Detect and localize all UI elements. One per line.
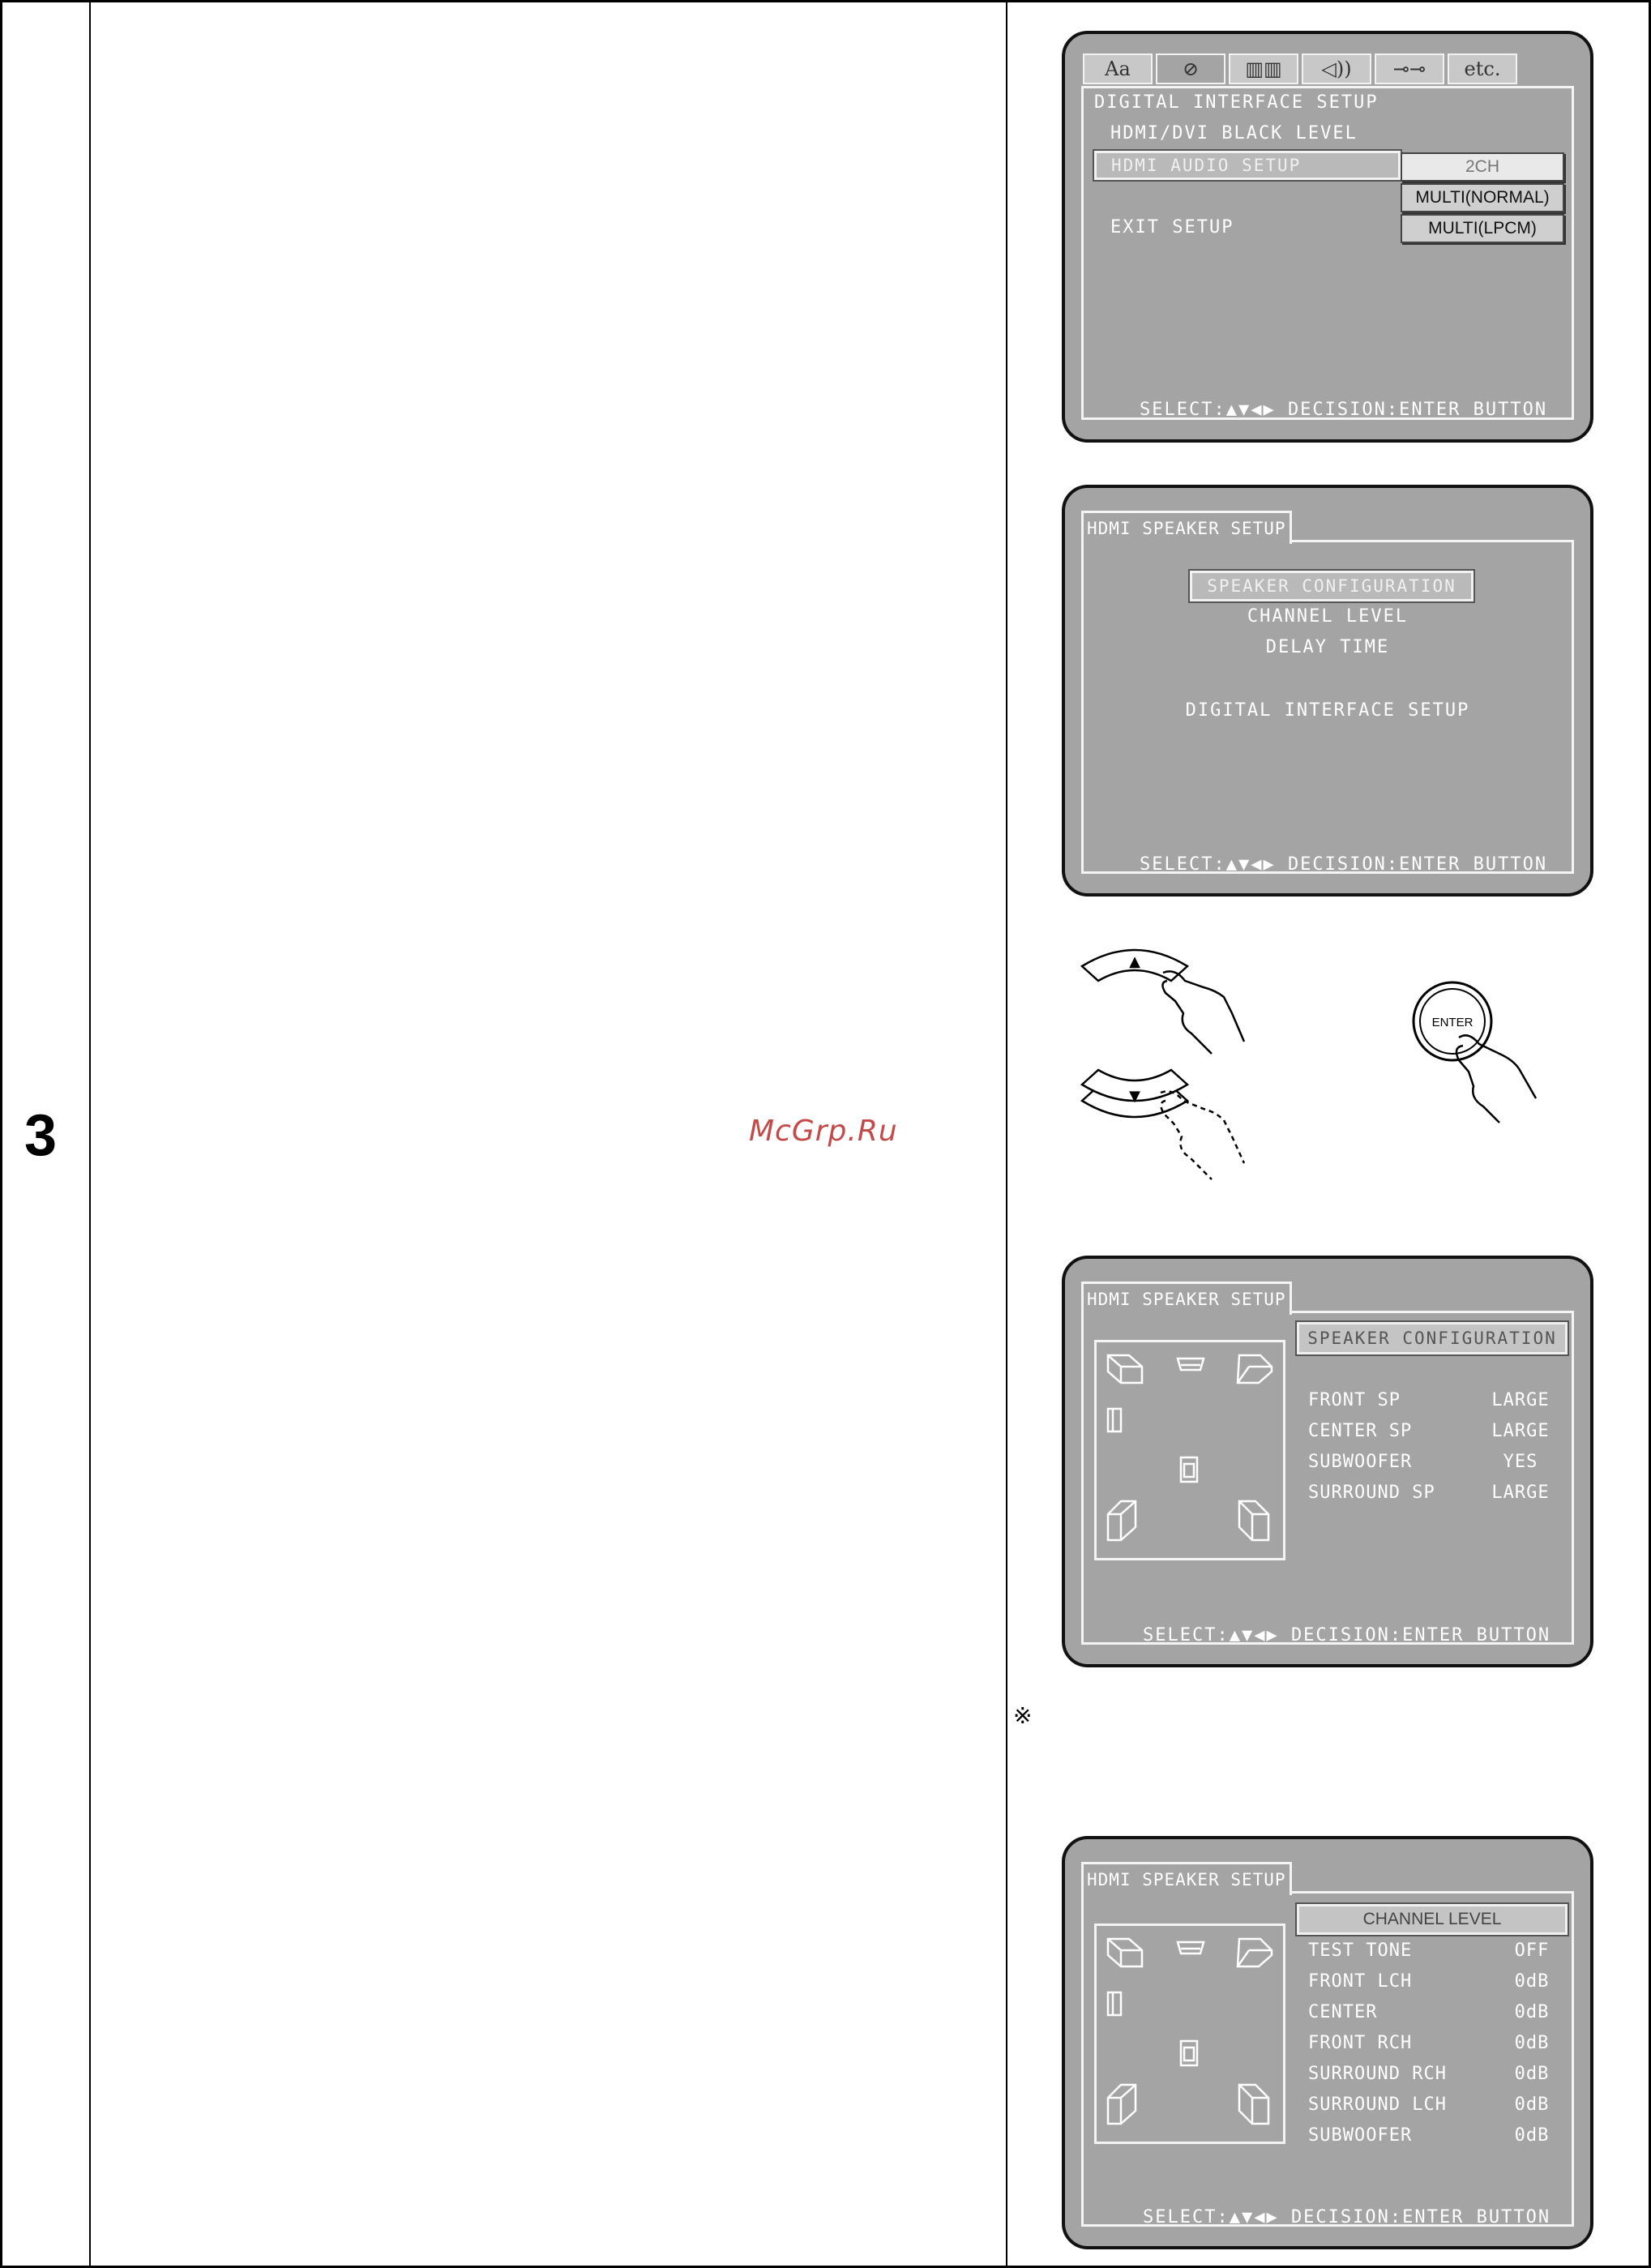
row-label-subwoofer: SUBWOOFER xyxy=(1308,1452,1413,1472)
surround-right-speaker-icon xyxy=(1239,2085,1268,2124)
listener-icon xyxy=(1181,1457,1197,1482)
row-value-surround-rch[interactable]: 0dB xyxy=(1514,2064,1550,2084)
surround-side-speaker-icon xyxy=(1108,1992,1121,2015)
menu-item-speaker-configuration[interactable]: SPEAKER CONFIGURATION xyxy=(1190,571,1473,601)
surround-side-speaker-icon xyxy=(1108,1409,1121,1431)
menu-item-digital-interface-setup[interactable]: DIGITAL INTERFACE SETUP xyxy=(1185,700,1470,721)
row-value-center[interactable]: 0dB xyxy=(1514,2002,1550,2022)
row-label-surround-sp: SURROUND SP xyxy=(1308,1483,1435,1503)
row-value-subwoofer[interactable]: YES xyxy=(1503,1452,1538,1472)
screen-title: HDMI SPEAKER SETUP xyxy=(1081,1862,1292,1895)
cursor-up-button[interactable] xyxy=(1082,950,1187,981)
row-value-surround-sp[interactable]: LARGE xyxy=(1491,1483,1550,1503)
option-2ch[interactable]: 2CH xyxy=(1401,152,1564,182)
tab-etc[interactable]: etc. xyxy=(1448,53,1517,84)
menu-item-hdmi-audio-setup[interactable]: HDMI AUDIO SETUP xyxy=(1094,151,1401,180)
remote-illustration xyxy=(1070,932,1589,1208)
front-left-speaker-icon xyxy=(1108,1939,1142,1966)
step-number: 3 xyxy=(24,1103,58,1168)
row-value-test-tone[interactable]: OFF xyxy=(1514,1941,1550,1961)
tab-video-icon[interactable]: ▥▥ xyxy=(1229,53,1298,84)
row-label-surround-lch: SURROUND LCH xyxy=(1308,2095,1447,2115)
row-value-center-sp[interactable]: LARGE xyxy=(1491,1421,1550,1441)
menu-tabs xyxy=(1083,53,1521,84)
speaker-layout-icon xyxy=(1097,1342,1283,1558)
listener-icon xyxy=(1181,2041,1197,2065)
footer-instructions: SELECT:▲▼◀▶ DECISION:ENTER BUTTON xyxy=(1140,400,1548,420)
osd-channel-level xyxy=(1062,1836,1593,2249)
watermark: McGrp.Ru xyxy=(749,1115,898,1148)
row-label-test-tone: TEST TONE xyxy=(1308,1941,1413,1961)
hand-icon xyxy=(1162,971,1244,1054)
screen-title: HDMI SPEAKER SETUP xyxy=(1081,1282,1292,1315)
screen-title: HDMI SPEAKER SETUP xyxy=(1081,511,1292,544)
row-label-front-sp: FRONT SP xyxy=(1308,1390,1401,1410)
column-divider-left xyxy=(89,0,91,2268)
menu-title: DIGITAL INTERFACE SETUP xyxy=(1094,92,1379,113)
front-right-speaker-icon xyxy=(1238,1939,1272,1966)
enter-label: ENTER xyxy=(1431,1016,1473,1029)
row-label-front-rch: FRONT RCH xyxy=(1308,2033,1413,2053)
row-value-front-lch[interactable]: 0dB xyxy=(1514,1971,1550,1992)
tab-disc-icon[interactable]: ⊘ xyxy=(1156,53,1225,84)
osd-hdmi-speaker-setup xyxy=(1062,485,1593,897)
enter-button[interactable] xyxy=(1414,982,1491,1060)
tab-key-icon[interactable]: ⊸⊸ xyxy=(1375,53,1444,84)
footer-instructions: SELECT:▲▼◀▶ DECISION:ENTER BUTTON xyxy=(1140,854,1548,875)
surround-right-speaker-icon xyxy=(1239,1501,1268,1540)
footer-instructions: SELECT:▲▼◀▶ DECISION:ENTER BUTTON xyxy=(1143,1625,1551,1645)
speaker-layout-icon xyxy=(1097,1926,1283,2142)
row-label-center-sp: CENTER SP xyxy=(1308,1421,1413,1441)
surround-left-speaker-icon xyxy=(1108,1501,1136,1540)
note-mark: ※ xyxy=(1013,1702,1033,1729)
center-speaker-icon xyxy=(1178,1942,1204,1953)
down-arrow-icon: ▼ xyxy=(1129,1088,1140,1105)
row-label-center: CENTER xyxy=(1308,2002,1378,2022)
osd-speaker-configuration xyxy=(1062,1256,1593,1667)
option-multi-lpcm[interactable]: MULTI(LPCM) xyxy=(1401,214,1564,243)
row-value-subwoofer[interactable]: 0dB xyxy=(1514,2125,1550,2146)
row-label-surround-rch: SURROUND RCH xyxy=(1308,2064,1447,2084)
speaker-layout-diagram xyxy=(1094,1924,1285,2144)
menu-item-exit-setup[interactable]: EXIT SETUP xyxy=(1110,217,1234,237)
option-multi-normal[interactable]: MULTI(NORMAL) xyxy=(1401,183,1564,212)
osd-digital-interface-setup xyxy=(1062,31,1593,443)
column-divider-right xyxy=(1006,0,1007,2268)
tab-language-icon[interactable]: Aa xyxy=(1083,53,1153,84)
section-header: SPEAKER CONFIGURATION xyxy=(1297,1322,1568,1354)
speaker-layout-diagram xyxy=(1094,1340,1285,1560)
footer-instructions: SELECT:▲▼◀▶ DECISION:ENTER BUTTON xyxy=(1143,2207,1551,2227)
front-right-speaker-icon xyxy=(1238,1355,1272,1383)
menu-item-delay-time[interactable]: DELAY TIME xyxy=(1265,637,1390,657)
row-value-surround-lch[interactable]: 0dB xyxy=(1514,2095,1550,2115)
front-left-speaker-icon xyxy=(1108,1355,1142,1383)
row-value-front-rch[interactable]: 0dB xyxy=(1514,2033,1550,2053)
row-label-front-lch: FRONT LCH xyxy=(1308,1971,1413,1992)
menu-item-channel-level[interactable]: CHANNEL LEVEL xyxy=(1247,606,1409,627)
surround-left-speaker-icon xyxy=(1108,2085,1136,2124)
center-speaker-icon xyxy=(1178,1359,1204,1370)
cursor-down-button[interactable] xyxy=(1082,1070,1187,1117)
menu-item-black-level[interactable]: HDMI/DVI BLACK LEVEL xyxy=(1110,123,1358,143)
row-value-front-sp[interactable]: LARGE xyxy=(1491,1390,1550,1410)
tab-audio-icon[interactable]: ◁)) xyxy=(1302,53,1371,84)
up-arrow-icon: ▲ xyxy=(1129,953,1140,970)
section-header: CHANNEL LEVEL xyxy=(1297,1904,1568,1935)
row-label-subwoofer: SUBWOOFER xyxy=(1308,2125,1413,2146)
